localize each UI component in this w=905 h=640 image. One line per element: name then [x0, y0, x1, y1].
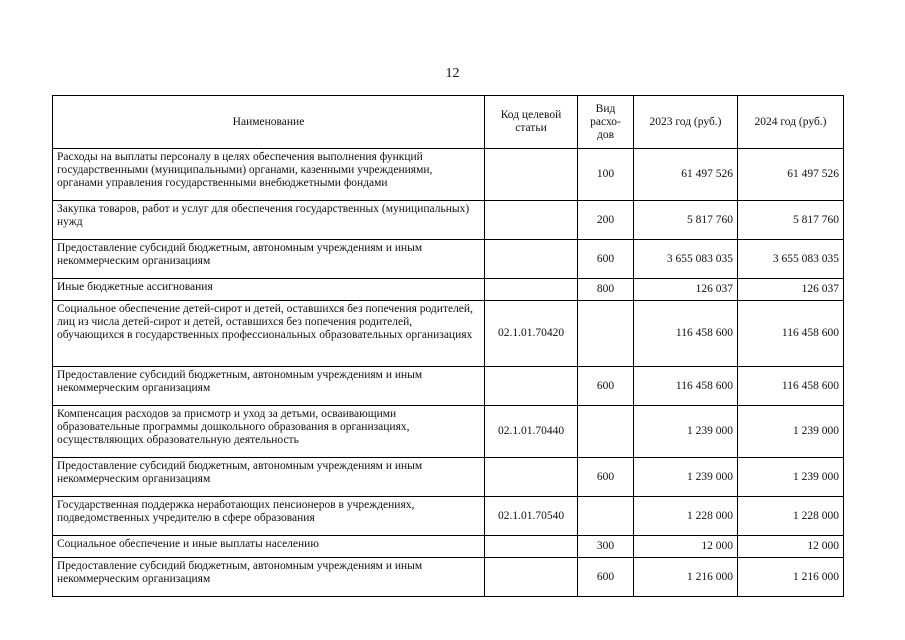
row-amount-2023: 12 000 [634, 536, 738, 558]
row-amount-2024: 3 655 083 035 [738, 240, 844, 279]
row-name: Иные бюджетные ассигнования [53, 279, 485, 301]
table-row [53, 201, 844, 240]
row-code: 02.1.01.70540 [485, 497, 578, 536]
row-kind: 300 [578, 536, 634, 558]
table-row [53, 536, 844, 558]
row-kind: 600 [578, 458, 634, 497]
row-amount-2023: 1 239 000 [634, 406, 738, 458]
row-amount-2023: 3 655 083 035 [634, 240, 738, 279]
row-name: Закупка товаров, работ и услуг для обеспечения государственных (муниципальных) нужд [53, 201, 485, 240]
header-name: Наименование [53, 96, 485, 149]
row-kind: 100 [578, 149, 634, 201]
row-name: Предоставление субсидий бюджетным, автономным учреждениям и иным некоммерческим организациям [53, 240, 485, 279]
row-code [485, 240, 578, 279]
row-amount-2023: 126 037 [634, 279, 738, 301]
row-kind: 200 [578, 201, 634, 240]
row-kind: 800 [578, 279, 634, 301]
row-name: Предоставление субсидий бюджетным, автономным учреждениям и иным некоммерческим организациям [53, 558, 485, 597]
row-amount-2024: 1 228 000 [738, 497, 844, 536]
table-row [53, 367, 844, 406]
row-amount-2023: 1 216 000 [634, 558, 738, 597]
row-code [485, 279, 578, 301]
table-row [53, 301, 844, 367]
row-kind [578, 497, 634, 536]
row-code [485, 458, 578, 497]
header-2024: 2024 год (руб.) [738, 96, 844, 149]
row-code [485, 558, 578, 597]
row-code: 02.1.01.70440 [485, 406, 578, 458]
row-name: Социальное обеспечение и иные выплаты населению [53, 536, 485, 558]
row-amount-2023: 1 228 000 [634, 497, 738, 536]
row-kind [578, 301, 634, 367]
row-kind: 600 [578, 367, 634, 406]
page-number: 12 [445, 66, 460, 81]
row-code [485, 536, 578, 558]
row-name: Социальное обеспечение детей-сирот и детей, оставшихся без попечения родителей, лиц из числа детей-сирот и детей, оставшихся без попечения родителей, обучающихся в государственных профессиональных образовательных организациях [53, 301, 485, 367]
row-amount-2024: 1 216 000 [738, 558, 844, 597]
table-row [53, 558, 844, 597]
row-amount-2024: 116 458 600 [738, 301, 844, 367]
row-kind: 600 [578, 558, 634, 597]
row-amount-2023: 116 458 600 [634, 367, 738, 406]
row-amount-2024: 12 000 [738, 536, 844, 558]
row-name: Предоставление субсидий бюджетным, автономным учреждениям и иным некоммерческим организациям [53, 367, 485, 406]
table-body [53, 149, 844, 597]
header-2023: 2023 год (руб.) [634, 96, 738, 149]
header-kind: Вид расхо-дов [578, 96, 634, 149]
table-header-row [53, 96, 844, 149]
table-row [53, 497, 844, 536]
table-row [53, 279, 844, 301]
row-amount-2024: 116 458 600 [738, 367, 844, 406]
row-amount-2023: 5 817 760 [634, 201, 738, 240]
header-code: Код целевой статьи [485, 96, 578, 149]
row-kind [578, 406, 634, 458]
row-kind: 600 [578, 240, 634, 279]
table-row [53, 149, 844, 201]
row-amount-2024: 126 037 [738, 279, 844, 301]
row-code: 02.1.01.70420 [485, 301, 578, 367]
row-name: Компенсация расходов за присмотр и уход за детьми, осваивающими образовательные программы дошкольного образования в организациях, осуществляющих образовательную деятельность [53, 406, 485, 458]
row-amount-2023: 116 458 600 [634, 301, 738, 367]
row-code [485, 149, 578, 201]
row-amount-2024: 61 497 526 [738, 149, 844, 201]
row-amount-2023: 61 497 526 [634, 149, 738, 201]
row-amount-2024: 5 817 760 [738, 201, 844, 240]
row-code [485, 201, 578, 240]
row-amount-2024: 1 239 000 [738, 406, 844, 458]
table-row [53, 406, 844, 458]
row-amount-2023: 1 239 000 [634, 458, 738, 497]
row-code [485, 367, 578, 406]
table-row [53, 240, 844, 279]
row-amount-2024: 1 239 000 [738, 458, 844, 497]
row-name: Предоставление субсидий бюджетным, автономным учреждениям и иным некоммерческим организациям [53, 458, 485, 497]
row-name: Расходы на выплаты персоналу в целях обеспечения выполнения функций государственными (муниципальными) органами, казенными учреждениями, органами управления государственными внебюджетными фондами [53, 149, 485, 201]
budget-table [52, 95, 844, 597]
table-row [53, 458, 844, 497]
row-name: Государственная поддержка неработающих пенсионеров в учреждениях, подведомственных учредителю в сфере образования [53, 497, 485, 536]
